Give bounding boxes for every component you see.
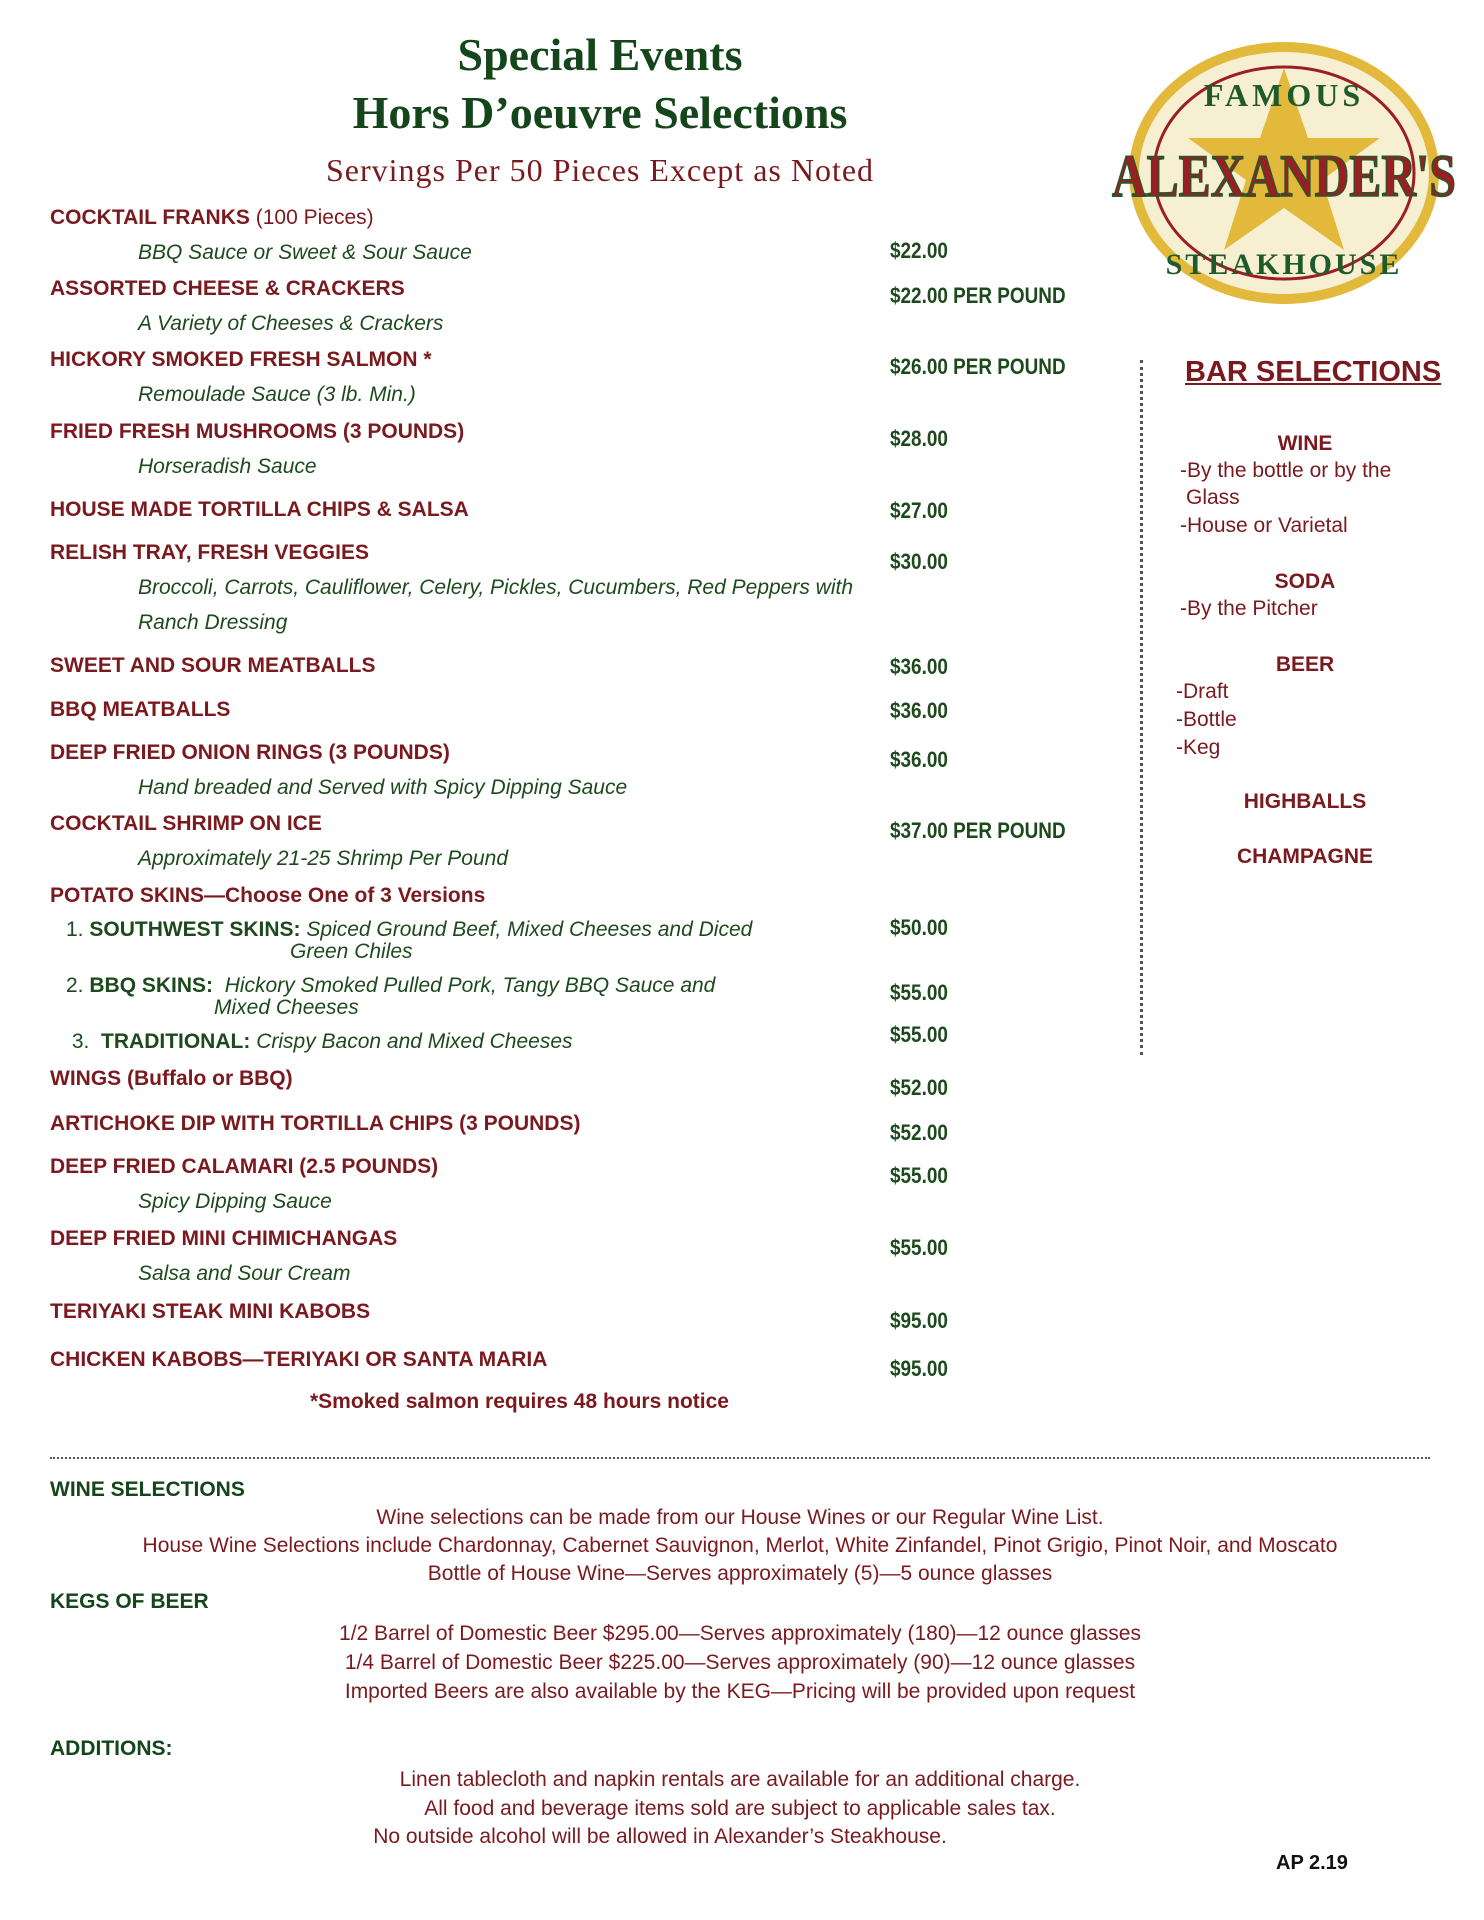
- item-desc: Salsa and Sour Cream: [138, 1262, 351, 1285]
- bar-champagne: CHAMPAGNE: [1236, 845, 1374, 868]
- page-title-line2: Hors D’oeuvre Selections: [352, 87, 848, 138]
- additions-line: Linen tablecloth and napkin rentals are available for an additional charge.: [399, 1768, 1081, 1791]
- bar-highballs: HIGHBALLS: [1243, 790, 1367, 813]
- kegs-heading: KEGS OF BEER: [50, 1590, 209, 1613]
- item-wings: WINGS (Buffalo or BBQ): [50, 1067, 293, 1090]
- bar-selections-title: BAR SELECTIONS: [1185, 356, 1442, 388]
- bar-beer-item: -Bottle: [1176, 708, 1237, 731]
- page-title-line1: Special Events: [457, 29, 743, 80]
- item-chicken-kabobs: CHICKEN KABOBS—TERIYAKI OR SANTA MARIA: [50, 1348, 548, 1371]
- bar-beer-heading: BEER: [1275, 653, 1335, 676]
- item-price: $95.00: [890, 1356, 948, 1381]
- bar-beer-item: -Draft: [1176, 680, 1229, 703]
- item-sweet-sour-meatballs: SWEET AND SOUR MEATBALLS: [50, 654, 376, 677]
- item-price: $55.00: [890, 1163, 948, 1188]
- item-desc: Broccoli, Carrots, Cauliflower, Celery, Pickles, Cucumbers, Red Peppers with: [138, 576, 854, 599]
- item-price: $36.00: [890, 747, 948, 772]
- item-price: $30.00: [890, 549, 948, 574]
- item-desc: Approximately 21-25 Shrimp Per Pound: [138, 847, 509, 870]
- item-desc: Remoulade Sauce (3 lb. Min.): [138, 383, 416, 406]
- additions-line: No outside alcohol will be allowed in Alexander’s Steakhouse.: [373, 1825, 947, 1848]
- item-price: $37.00 PER POUND: [890, 818, 1066, 843]
- item-price: $95.00: [890, 1308, 948, 1333]
- item-desc: Hand breaded and Served with Spicy Dipping Sauce: [138, 776, 628, 799]
- item-price: $50.00: [890, 915, 948, 940]
- wine-selections-line: House Wine Selections include Chardonnay, Cabernet Sauvignon, Merlot, White Zinfandel, Pinot Grigio, Pinot Noir, and Moscato: [142, 1534, 1338, 1557]
- skin-option-traditional: 3. TRADITIONAL: Crispy Bacon and Mixed Cheeses: [71, 1030, 573, 1053]
- vertical-divider: [1140, 360, 1143, 1055]
- skin-option-bbq: 2. BBQ SKINS: Hickory Smoked Pulled Pork, Tangy BBQ Sauce and: [66, 974, 716, 997]
- item-mini-chimichangas: DEEP FRIED MINI CHIMICHANGAS: [50, 1227, 398, 1250]
- item-potato-skins: POTATO SKINS—Choose One of 3 Versions: [50, 884, 486, 907]
- item-price: $26.00 PER POUND: [890, 354, 1066, 379]
- item-price: $36.00: [890, 654, 948, 679]
- item-price: $55.00: [890, 1022, 948, 1047]
- skin-option-desc-line2: Mixed Cheeses: [214, 996, 359, 1019]
- kegs-line: 1/4 Barrel of Domestic Beer $225.00—Serves approximately (90)—12 ounce glasses: [344, 1651, 1136, 1674]
- item-desc: A Variety of Cheeses & Crackers: [138, 312, 444, 335]
- item-cocktail-franks: COCKTAIL FRANKS (100 Pieces): [50, 206, 374, 229]
- item-smoked-salmon: HICKORY SMOKED FRESH SALMON *: [50, 348, 432, 371]
- item-price: $52.00: [890, 1075, 948, 1100]
- item-artichoke-dip: ARTICHOKE DIP WITH TORTILLA CHIPS (3 POUNDS): [50, 1112, 581, 1135]
- svg-text:STEAKHOUSE: STEAKHOUSE: [1165, 248, 1403, 281]
- additions-heading: ADDITIONS:: [50, 1737, 173, 1760]
- item-desc-line2: Ranch Dressing: [138, 611, 288, 634]
- additions-line: All food and beverage items sold are subject to applicable sales tax.: [424, 1797, 1056, 1820]
- bar-soda-item: -By the Pitcher: [1180, 597, 1318, 620]
- bar-beer-item: -Keg: [1176, 736, 1221, 759]
- skin-option-desc-line2: Green Chiles: [290, 940, 413, 963]
- skin-option-southwest: 1. SOUTHWEST SKINS: Spiced Ground Beef, Mixed Cheeses and Diced: [66, 918, 753, 941]
- item-cheese-crackers: ASSORTED CHEESE & CRACKERS: [50, 277, 405, 300]
- item-teriyaki-steak-kabobs: TERIYAKI STEAK MINI KABOBS: [50, 1300, 371, 1323]
- kegs-line: 1/2 Barrel of Domestic Beer $295.00—Serves approximately (180)—12 ounce glasses: [339, 1622, 1141, 1645]
- item-onion-rings: DEEP FRIED ONION RINGS (3 POUNDS): [50, 741, 450, 764]
- wine-selections-line: Wine selections can be made from our House Wines or our Regular Wine List.: [376, 1506, 1104, 1529]
- bar-wine-item: Glass: [1186, 486, 1240, 509]
- item-price: $55.00: [890, 1235, 948, 1260]
- svg-text:ALEXANDER'S: ALEXANDER'S: [1112, 143, 1456, 209]
- item-price: $52.00: [890, 1120, 948, 1145]
- item-cocktail-shrimp: COCKTAIL SHRIMP ON ICE: [50, 812, 322, 835]
- alexanders-logo: [1108, 38, 1460, 308]
- wine-selections-line: Bottle of House Wine—Serves approximately (5)—5 ounce glasses: [427, 1562, 1053, 1585]
- salmon-notice: *Smoked salmon requires 48 hours notice: [310, 1390, 729, 1413]
- item-price: $27.00: [890, 498, 948, 523]
- footer-code: AP 2.19: [1276, 1852, 1348, 1874]
- item-relish-tray: RELISH TRAY, FRESH VEGGIES: [50, 541, 369, 564]
- bar-wine-item: -By the bottle or by the: [1180, 459, 1392, 482]
- bar-wine-item: -House or Varietal: [1180, 514, 1348, 537]
- item-bbq-meatballs: BBQ MEATBALLS: [50, 698, 231, 721]
- item-price: $55.00: [890, 980, 948, 1005]
- page-subtitle: Servings Per 50 Pieces Except as Noted: [325, 152, 875, 188]
- bar-soda-heading: SODA: [1274, 570, 1336, 593]
- item-tortilla-chips: HOUSE MADE TORTILLA CHIPS & SALSA: [50, 498, 469, 521]
- wine-selections-heading: WINE SELECTIONS: [50, 1478, 245, 1501]
- bar-wine-heading: WINE: [1277, 432, 1333, 455]
- item-price: $36.00: [890, 698, 948, 723]
- item-calamari: DEEP FRIED CALAMARI (2.5 POUNDS): [50, 1155, 439, 1178]
- kegs-line: Imported Beers are also available by the KEG—Pricing will be provided upon request: [344, 1680, 1136, 1703]
- item-desc: Horseradish Sauce: [138, 455, 317, 478]
- item-price: $28.00: [890, 426, 948, 451]
- item-desc: BBQ Sauce or Sweet & Sour Sauce: [138, 241, 472, 264]
- item-price: $22.00: [890, 238, 948, 263]
- svg-text:FAMOUS: FAMOUS: [1203, 77, 1365, 113]
- item-price: $22.00 PER POUND: [890, 283, 1066, 308]
- item-desc: Spicy Dipping Sauce: [138, 1190, 332, 1213]
- horizontal-divider: [50, 1457, 1430, 1459]
- item-mushrooms: FRIED FRESH MUSHROOMS (3 POUNDS): [50, 420, 465, 443]
